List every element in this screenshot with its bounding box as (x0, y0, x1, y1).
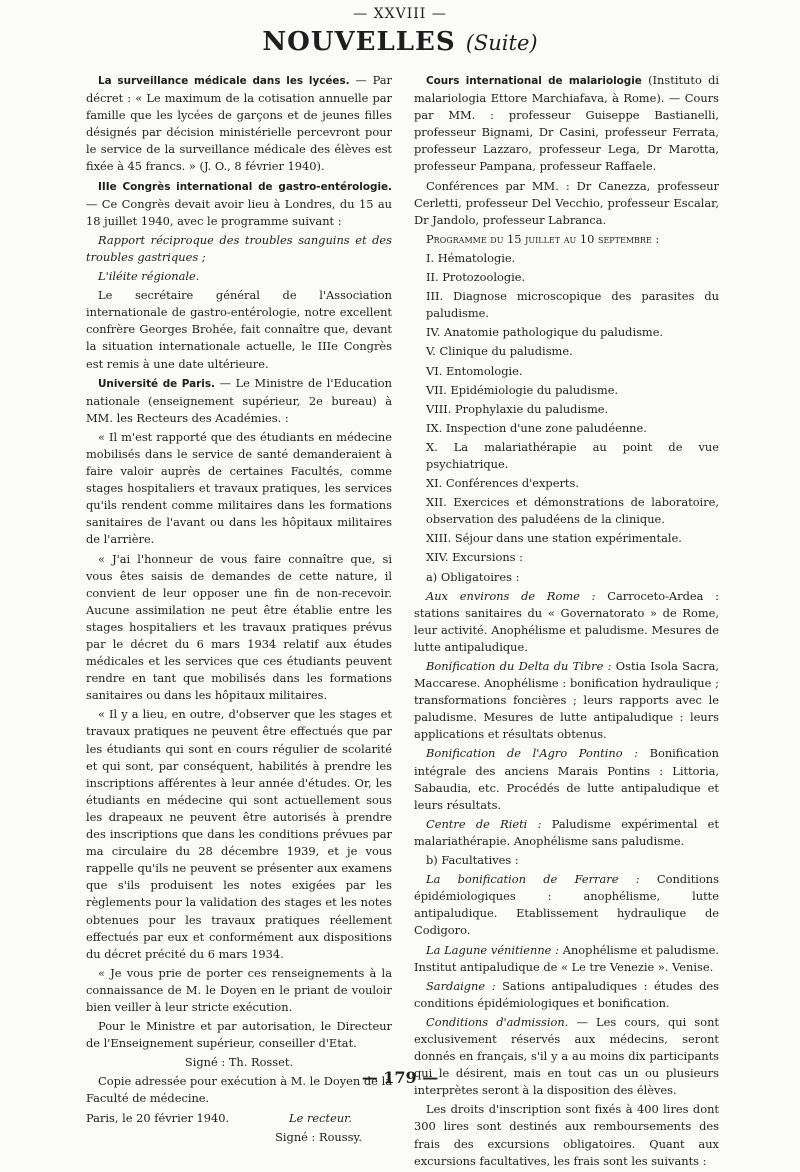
excursion-rieti: Centre de Rieti : Paludisme expérimental et malariathérapie. Anophélisme sans paludisme. (414, 816, 719, 848)
page-number: — 179 — (361, 1068, 439, 1087)
date-text: Paris, le 20 février 1940. (86, 1110, 230, 1125)
title-suffix: (Suite) (465, 31, 538, 55)
paragraph-letter-1: « Il m'est rapporté que des étudiants en médecine mobilisés dans le service de santé demanderaient à faire valoir auprès de certaines Facultés, comme stages hospitaliers et travaux pratiques, les services qu'ils rendent comme militaires dans les formations sanitaires de l'avant ou dans les hôpitaux militaires de l'arrière. (86, 429, 392, 547)
program-item: XIII. Séjour dans une station expérimentale. (426, 531, 682, 546)
program-item: L'iléite régionale. (98, 269, 200, 284)
section-heading: Cours international de malariologie (426, 75, 642, 87)
program-item: III. Diagnose microscopique des parasites du paludisme. (426, 289, 719, 321)
program-heading: Programme du 15 juillet au 10 septembre : (426, 231, 660, 246)
program-item: II. Protozoologie. (426, 270, 526, 285)
program-item: Rapport réciproque des troubles sanguins et des troubles gastriques ; (86, 232, 392, 264)
paragraph-secretary: Le secrétaire général de l'Association internationale de gastro-entérologie, notre excellent confrère Georges Brohée, fait connaître que, devant la situation internationale actuelle, le IIIe Congrès est remis à une date ultérieure. (86, 288, 392, 371)
paragraph-lycees: La surveillance médicale dans les lycées. — Par décret : « Le maximum de la cotisation annuelle par famille que les lycées de garçons et de jeunes filles désignés par décision ministérielle percevront pour le service de la surveillance médicale des élèves est fixée à 45 francs. » (J. O., 8 février 1940). (86, 73, 392, 174)
paragraph-letter-4: « Je vous prie de porter ces renseignements à la connaissance de M. le Doyen en le priant de vouloir bien veiller à leur stricte exécution. (86, 965, 392, 1014)
section-heading: La surveillance médicale dans les lycées. (98, 75, 350, 87)
title-text: NOUVELLES (262, 27, 456, 57)
paragraph-letter-3: « Il y a lieu, en outre, d'observer que les stages et travaux pratiques ne peuvent être effectués que par les étudiants qui sont en cours régulier de scolarité et qui sont, par conséquent, habilités à prendre les inscriptions afférentes à leur année d'études. Or, les étudiants en médecine qui sont actuellement sous les drapeaux ne peuvent être autorisés à prendre des inscriptions que dans les conditions prévues par ma circulaire du 28 décembre 1939, et je vous rappelle qu'ils ne peuvent se présenter aux examens que s'ils produisent les notes exigées par les règlements pour la validation des stages et les notes obtenues pour les travaux pratiques réellement effectués par eux et conformément aux dispositions du décret précité du 6 mars 1934. (86, 707, 392, 961)
program-item: V. Clinique du paludisme. (426, 344, 573, 359)
excursions-obligatoires: a) Obligatoires : (426, 569, 520, 584)
excursions-facultatives: b) Facultatives : (426, 853, 519, 868)
excursion-tibre: Bonification du Delta du Tibre : Ostia Isola Sacra, Maccarese. Anophélisme : bonification hydraulique ; transformations foncières ; leurs rapports avec le paludisme. Mesures de lutte antipaludique : leurs applications et résultats obtenus. (414, 659, 719, 742)
paragraph-admission: Conditions d'admission. — Les cours, qui sont exclusivement réservés aux médecins, seront donnés en français, s'il y a au moins dix participants qui le désirent, mais en tout cas un ou plusieurs interprètes seront à la disposition des élèves. (414, 1014, 719, 1098)
paragraph-conferences: Conférences par MM. : Dr Canezza, professeur Cerletti, professeur Del Vecchio, professeur Escalar, Dr Jandolo, professeur Labranca. (414, 178, 719, 227)
right-column (414, 72, 719, 1172)
left-column (86, 72, 392, 1148)
program-item: IV. Anatomie pathologique du paludisme. (426, 325, 664, 340)
section-heading: IIIe Congrès international de gastro-entérologie. (98, 180, 392, 193)
paragraph-letter-2: « J'ai l'honneur de vous faire connaître que, si vous êtes saisis de demandes de cette nature, il convient de leur opposer une fin de non-recevoir. Aucune assimilation ne peut être établie entre les stages hospitaliers et les travaux pratiques prévus par le décret du 6 mars 1934 relatif aux études médicales et les services que ces étudiants peuvent rendre en tant que mobilisés dans les formations sanitaires ou dans les hôpitaux militaires. (86, 551, 392, 703)
program-item: IX. Inspection d'une zone paludéenne. (426, 420, 647, 435)
paragraph-copy: Copie adressée pour exécution à M. le Doyen de la Faculté de médecine. (86, 1074, 392, 1106)
excursion-ferrare: La bonification de Ferrare : Conditions épidémiologiques : anophélisme, lutte antipaludique. Etablissement hydraulique de Codigoro. (414, 872, 719, 938)
program-item: VI. Entomologie. (426, 363, 523, 378)
signature-roussy: Signé : Roussy. (275, 1129, 362, 1144)
dateline (86, 1110, 392, 1127)
paragraph-letter-5: Pour le Ministre et par autorisation, le Directeur de l'Enseignement supérieur, conseiller d'Etat. (86, 1019, 392, 1051)
program-item: XIV. Excursions : (426, 550, 523, 565)
page-title (0, 27, 800, 57)
program-item: X. La malariathérapie au point de vue psychiatrique. (426, 439, 719, 471)
program-item: XI. Conférences d'experts. (426, 476, 579, 491)
excursion-agro-pontino: Bonification de l'Agro Pontino : Bonification intégrale des anciens Marais Pontins : Littoria, Sabaudia, etc. Procédés de lutte antipaludique et leurs résultats. (414, 746, 719, 812)
program-item: VIII. Prophylaxie du paludisme. (426, 401, 609, 416)
signature-rosset: Signé : Th. Rosset. (184, 1055, 294, 1070)
paragraph-malariologie: Cours international de malariologie (Instituto di malariologia Ettore Marchiafava, à Rome). — Cours par MM. : professeur Guiseppe Bastianelli, professeur Bignami, Dr Casini, professeur Ferrata, professeur Lazzaro, professeur Lega, Dr Marotta, professeur Pampana, professeur Raffaele. (414, 73, 720, 174)
section-heading: Université de Paris. (98, 377, 215, 390)
paragraph-fees: Les droits d'inscription sont fixés à 400 lires dont 300 lires sont destinés aux remboursements des frais des excursions obligatoires. Quant aux excursions facultatives, les frais sont les suivants : (414, 1102, 719, 1168)
program-item: I. Hématologie. (426, 250, 516, 265)
paragraph-universite: Université de Paris. — Le Ministre de l'Education nationale (enseignement supérieur, 2e bureau) à MM. les Recteurs des Académies. : (86, 375, 392, 425)
excursion-sardaigne: Sardaigne : Sations antipaludiques : études des conditions épidémiologiques et bonification. (414, 978, 720, 1010)
excursion-lagune: La Lagune vénitienne : Anophélisme et paludisme. Institut antipaludique de « Le tre Venezie ». Venise. (414, 942, 719, 974)
excursion-rome: Aux environs de Rome : Carroceto-Ardea : stations sanitaires du « Governatorato » de Rome, leur activité. Anophélisme et paludisme. Mesures de lutte antipaludique. (414, 588, 719, 654)
rector-label: Le recteur. (289, 1110, 352, 1125)
roman-page-number: — XXVIII — (353, 6, 447, 22)
program-item: XII. Exercices et démonstrations de laboratoire, observation des paludéens de la clinique. (426, 495, 719, 527)
program-item: VII. Epidémiologie du paludisme. (426, 382, 619, 397)
paragraph-congres: IIIe Congrès international de gastro-entérologie. — Ce Congrès devait avoir lieu à Londres, du 15 au 18 juillet 1940, avec le programme suivant : (86, 180, 392, 228)
